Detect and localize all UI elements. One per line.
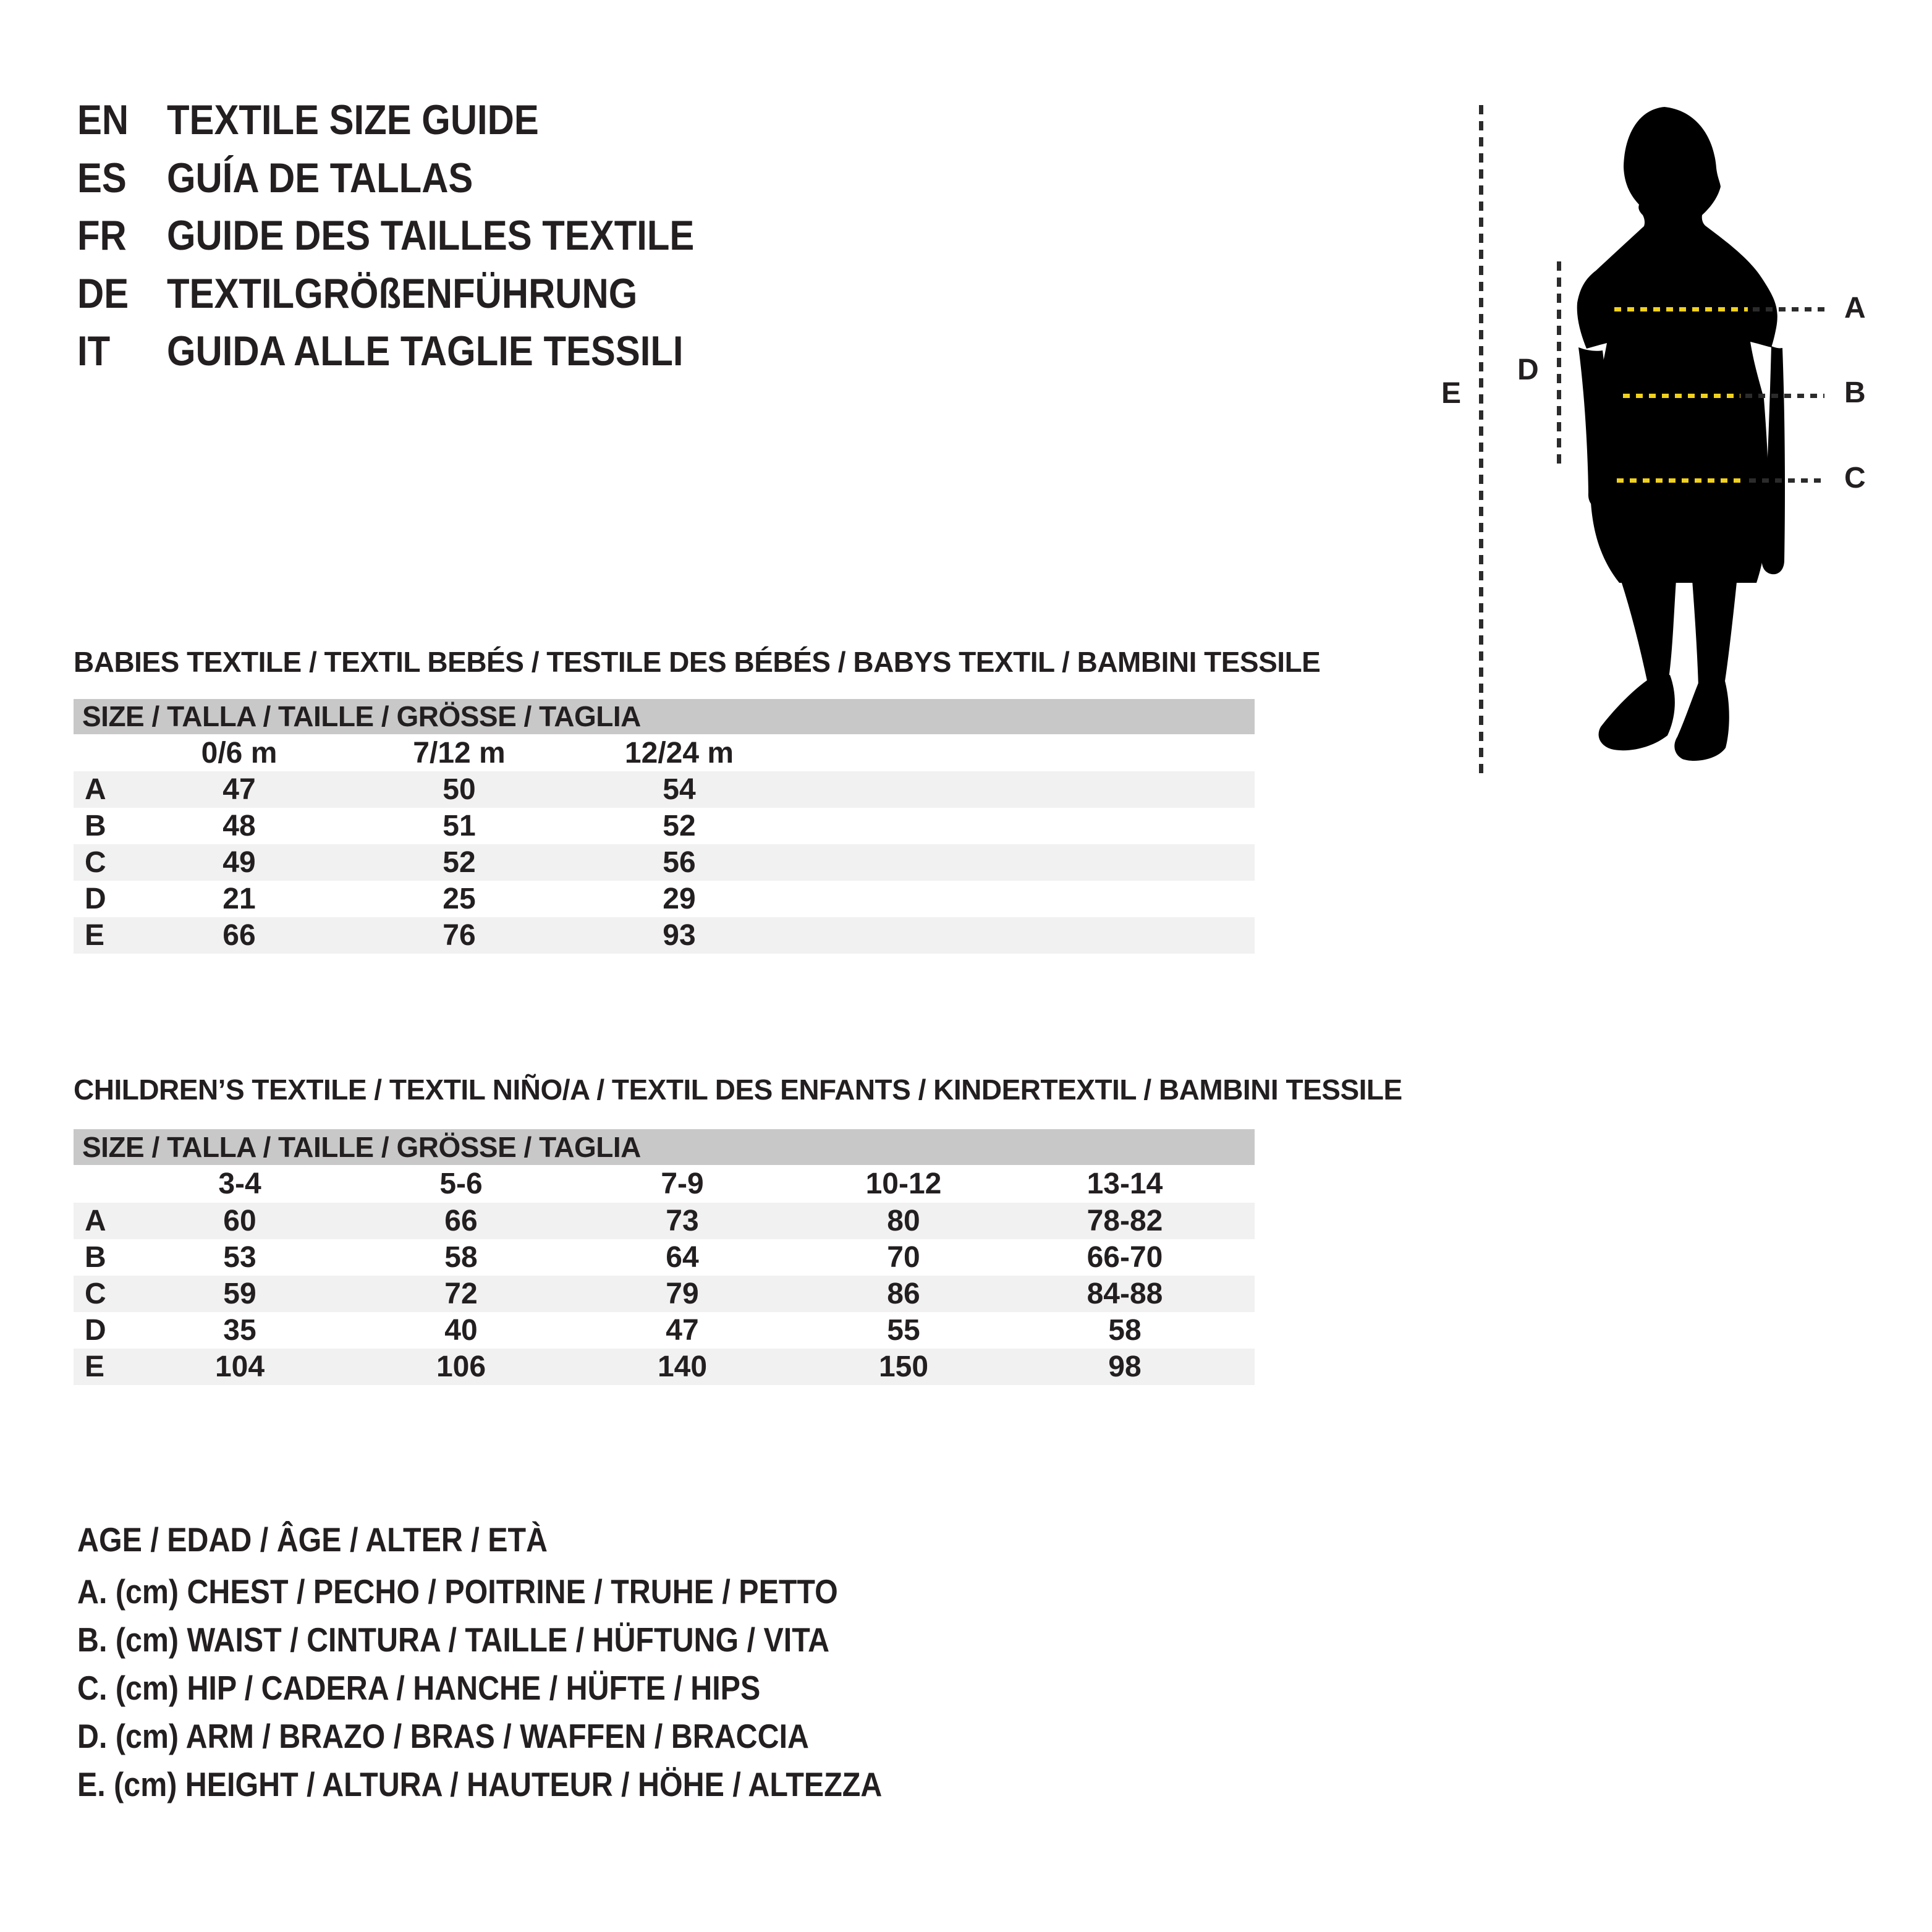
legend-row-height	[77, 1766, 992, 1803]
cell: 98	[1014, 1349, 1235, 1385]
cell: 52	[569, 808, 789, 844]
children-column-header-row	[74, 1165, 1255, 1203]
language-title: GUIDA ALLE TAGLIE TESSILI	[167, 328, 684, 375]
language-title: TEXTILGRÖßENFÜHRUNG	[167, 270, 638, 317]
hip-callout-dash-c	[1749, 478, 1824, 483]
language-title: GUÍA DE TALLAS	[167, 155, 473, 201]
waist-callout-dash-b	[1745, 394, 1824, 398]
babies-size-bar: SIZE / TALLA / TAILLE / GRÖSSE / TAGLIA	[74, 699, 1255, 734]
figure-label-c: C	[1844, 462, 1866, 494]
legend-text: C. (cm) HIP / CADERA / HANCHE / HÜFTE / HIPS	[77, 1669, 761, 1707]
cell: 29	[569, 881, 789, 917]
child-silhouette-figure	[1527, 93, 1811, 791]
row-label: E	[74, 917, 129, 954]
cell: 48	[129, 808, 349, 844]
row-label: A	[74, 1203, 129, 1239]
babies-col-header: 12/24 m	[569, 734, 789, 771]
table-row	[74, 1312, 1255, 1349]
chest-measure-line-a	[1614, 307, 1748, 311]
babies-table	[74, 734, 1255, 954]
row-label: D	[74, 881, 129, 917]
babies-col-header: 7/12 m	[349, 734, 569, 771]
children-section-heading: CHILDREN’S TEXTILE / TEXTIL NIÑO/A / TEXTIL DES ENFANTS / KINDERTEXTIL / BAMBINI TESSILE	[74, 1074, 1402, 1106]
cell: 49	[129, 844, 349, 881]
table-row	[74, 1349, 1255, 1385]
babies-section-heading: BABIES TEXTILE / TEXTIL BEBÉS / TESTILE DES BÉBÉS / BABYS TEXTIL / BAMBINI TESSILE	[74, 646, 1321, 678]
cell: 106	[350, 1349, 572, 1385]
row-label: B	[74, 1239, 129, 1276]
cell: 58	[1014, 1312, 1235, 1349]
row-label: C	[74, 844, 129, 881]
children-col-header: 7-9	[572, 1165, 793, 1203]
cell: 59	[129, 1276, 350, 1312]
hip-measure-line-c	[1617, 478, 1744, 483]
table-row	[74, 844, 1255, 881]
cell: 55	[793, 1312, 1014, 1349]
children-col-header: 13-14	[1014, 1165, 1235, 1203]
cell: 40	[350, 1312, 572, 1349]
legend-text: A. (cm) CHEST / PECHO / POITRINE / TRUHE / PETTO	[77, 1572, 838, 1611]
children-col-header: 10-12	[793, 1165, 1014, 1203]
row-label: D	[74, 1312, 129, 1349]
babies-size-table	[74, 699, 1255, 954]
legend-row-chest	[77, 1573, 942, 1610]
legend-text: E. (cm) HEIGHT / ALTURA / HAUTEUR / HÖHE / ALTEZZA	[77, 1765, 883, 1803]
row-label: B	[74, 808, 129, 844]
table-row	[74, 771, 1255, 808]
table-row	[74, 881, 1255, 917]
language-code: EN	[77, 96, 129, 143]
legend-text: B. (cm) WAIST / CINTURA / TAILLE / HÜFTUNG / VITA	[77, 1621, 830, 1659]
figure-label-d: D	[1517, 354, 1539, 386]
language-code: DE	[77, 270, 129, 317]
cell: 47	[572, 1312, 793, 1349]
table-row	[74, 917, 1255, 954]
children-col-header: 5-6	[350, 1165, 572, 1203]
waist-measure-line-b	[1623, 394, 1740, 398]
cell: 66	[350, 1203, 572, 1239]
cell: 53	[129, 1239, 350, 1276]
cell: 84-88	[1014, 1276, 1235, 1312]
cell: 72	[350, 1276, 572, 1312]
legend-row-age	[77, 1521, 612, 1558]
cell: 64	[572, 1239, 793, 1276]
cell: 79	[572, 1276, 793, 1312]
cell: 70	[793, 1239, 1014, 1276]
table-row	[74, 1276, 1255, 1312]
language-code: FR	[77, 212, 127, 259]
cell: 86	[793, 1276, 1014, 1312]
children-size-table	[74, 1129, 1255, 1385]
cell: 58	[350, 1239, 572, 1276]
cell: 56	[569, 844, 789, 881]
cell: 73	[572, 1203, 793, 1239]
table-row	[74, 1203, 1255, 1239]
cell: 150	[793, 1349, 1014, 1385]
babies-column-header-row	[74, 734, 1255, 771]
legend-text: AGE / EDAD / ÂGE / ALTER / ETÀ	[77, 1520, 548, 1559]
cell: 140	[572, 1349, 793, 1385]
cell: 52	[349, 844, 569, 881]
table-row	[74, 808, 1255, 844]
figure-label-a: A	[1844, 292, 1866, 324]
legend-text: D. (cm) ARM / BRAZO / BRAS / WAFFEN / BRACCIA	[77, 1717, 809, 1755]
language-code: IT	[77, 328, 111, 375]
cell: 25	[349, 881, 569, 917]
cell: 51	[349, 808, 569, 844]
legend-row-hip	[77, 1669, 854, 1706]
cell: 54	[569, 771, 789, 808]
cell: 60	[129, 1203, 350, 1239]
arm-measure-line-d	[1557, 261, 1561, 468]
cell: 76	[349, 917, 569, 954]
legend-row-waist	[77, 1621, 932, 1658]
figure-label-e: E	[1441, 377, 1462, 410]
children-col-header: 3-4	[129, 1165, 350, 1203]
cell: 80	[793, 1203, 1014, 1239]
language-title: TEXTILE SIZE GUIDE	[167, 96, 539, 143]
legend-row-arm	[77, 1718, 909, 1755]
row-label: E	[74, 1349, 129, 1385]
cell: 78-82	[1014, 1203, 1235, 1239]
cell: 93	[569, 917, 789, 954]
row-label: A	[74, 771, 129, 808]
language-code: ES	[77, 155, 127, 201]
cell: 50	[349, 771, 569, 808]
cell: 66	[129, 917, 349, 954]
cell: 35	[129, 1312, 350, 1349]
chest-callout-dash-a	[1753, 307, 1824, 311]
children-size-bar: SIZE / TALLA / TAILLE / GRÖSSE / TAGLIA	[74, 1129, 1255, 1165]
cell: 47	[129, 771, 349, 808]
babies-col-header: 0/6 m	[129, 734, 349, 771]
height-measure-line-e	[1479, 105, 1483, 777]
figure-label-b: B	[1844, 376, 1866, 409]
cell: 104	[129, 1349, 350, 1385]
table-row	[74, 1239, 1255, 1276]
children-table	[74, 1165, 1255, 1385]
row-label: C	[74, 1276, 129, 1312]
cell: 21	[129, 881, 349, 917]
cell: 66-70	[1014, 1239, 1235, 1276]
language-title: GUIDE DES TAILLES TEXTILE	[167, 212, 695, 259]
